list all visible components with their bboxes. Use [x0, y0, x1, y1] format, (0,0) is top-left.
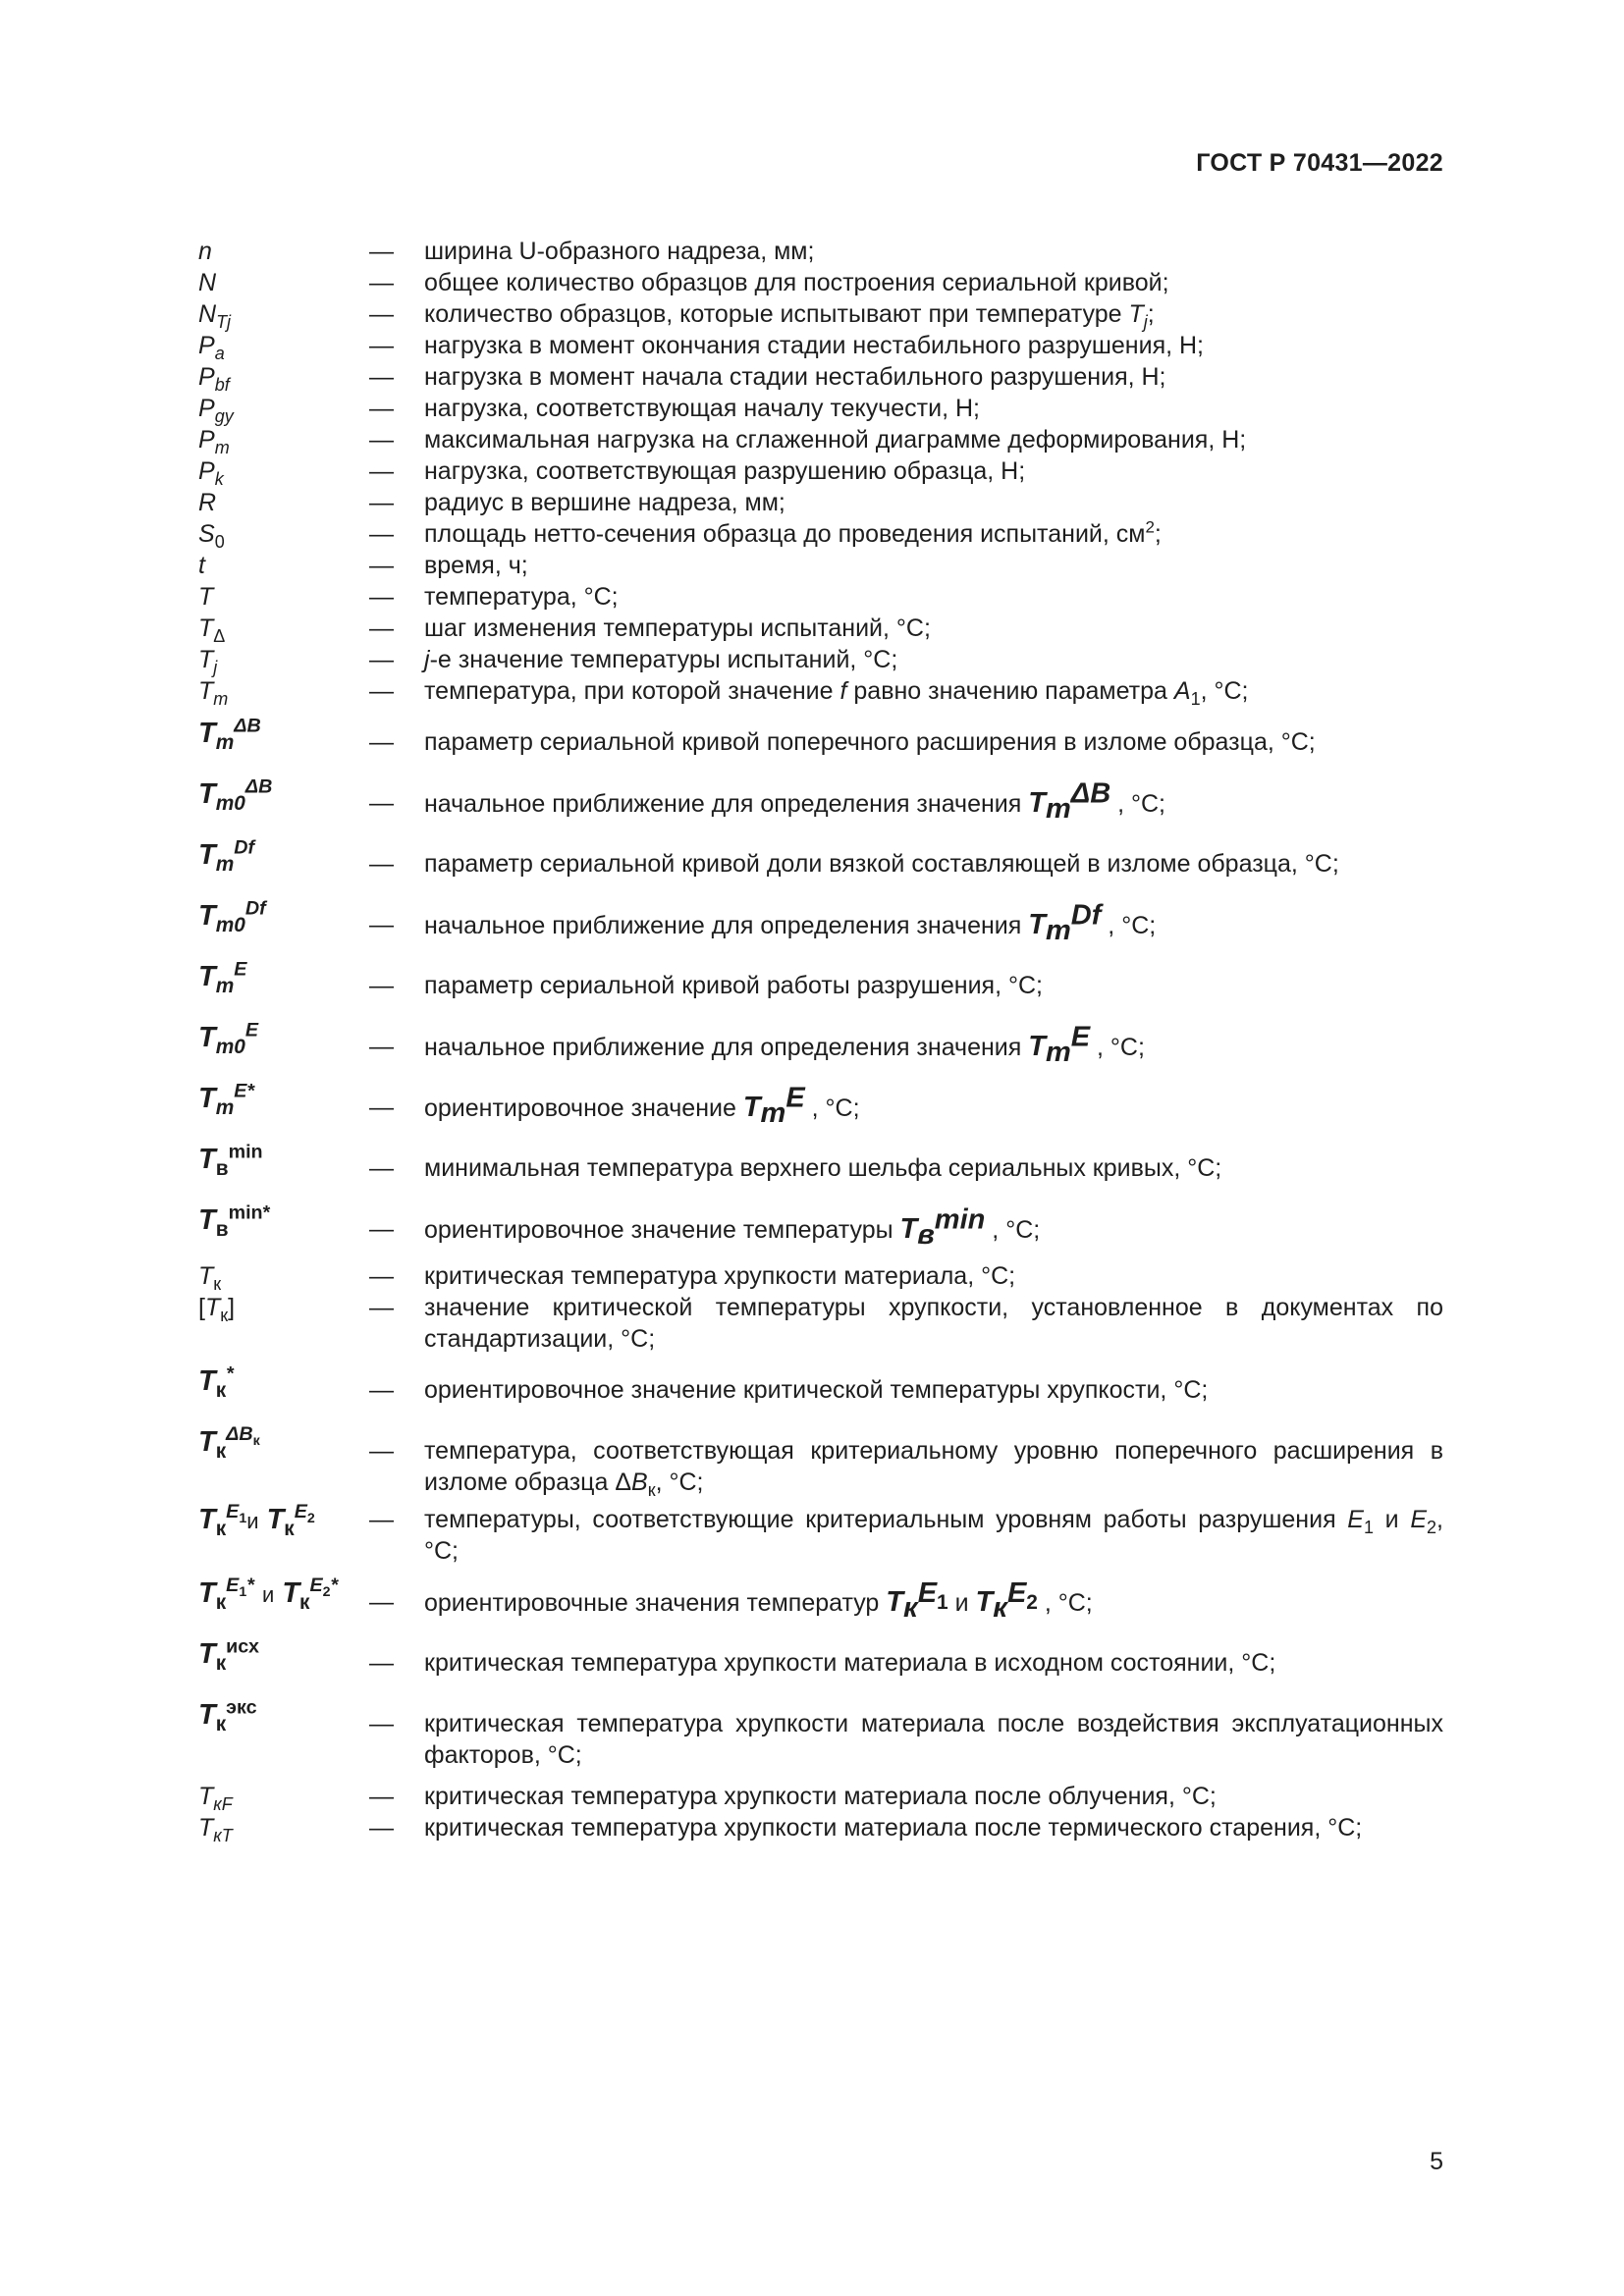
symbol: $P_k$ [198, 457, 224, 489]
symbol: $T_m^{E*}$ [198, 1080, 255, 1119]
description: минимальная температура верхнего шельфа сериальных кривых, °С; [424, 1154, 1222, 1182]
description: нагрузка, соответствующая разрушению образца, Н; [424, 457, 1026, 485]
description: шаг изменения температуры испытаний, °С; [424, 614, 931, 642]
dash: — [369, 1376, 394, 1404]
dash: — [369, 552, 394, 579]
dash: — [369, 911, 394, 938]
dash: — [369, 1588, 394, 1616]
page-number: 5 [1430, 2148, 1443, 2175]
symbol: $S_0$ [198, 520, 225, 552]
dash: — [369, 583, 394, 611]
description: количество образцов, которые испытывают при температуре $T_j$; [424, 300, 1155, 332]
description: ориентировочное значение критической температуры хрупкости, °С; [424, 1376, 1209, 1404]
description: критическая температура хрупкости материала после воздействия эксплуатационных факторов, °С; [424, 1710, 1443, 1769]
symbol: $T_в^{min*}$ [198, 1201, 271, 1241]
symbol: $T_{m0}^{\Delta B}$ [198, 775, 273, 815]
dash: — [369, 1094, 394, 1121]
list-item [198, 455, 1443, 487]
symbol: $T_m^{\Delta B}$ [198, 715, 261, 754]
symbol: t [198, 552, 205, 579]
list-item [198, 1415, 1443, 1498]
description: начальное приближение для определения значения TmE , °С; [424, 1021, 1145, 1068]
description: критическая температура хрупкости материала после термического старения, °С; [424, 1814, 1363, 1842]
dash: — [369, 238, 394, 265]
list-item [198, 644, 1443, 675]
description: нагрузка в момент окончания стадии нестабильного разрушения, Н; [424, 332, 1204, 359]
dash: — [369, 489, 394, 516]
list-item [198, 1498, 1443, 1567]
dash: — [369, 850, 394, 878]
symbol: $T_к^{экс}$ [198, 1696, 257, 1735]
dash: — [369, 520, 394, 548]
description: радиус в вершине надреза, мм; [424, 489, 785, 516]
description: j-е значение температуры испытаний, °С; [424, 646, 898, 673]
dash: — [369, 1215, 394, 1243]
dash: — [369, 614, 394, 642]
list-item [198, 1567, 1443, 1628]
dash: — [369, 1294, 394, 1321]
symbol: $T_m$ [198, 677, 229, 709]
symbol: $T_к^{E_1*}$ и $T_к^{E_2*}$ [198, 1575, 339, 1614]
description: ориентировочные значения температур TкE$_1$ и TкE$_2$ , °С; [424, 1576, 1093, 1624]
symbol: $T_к$ [198, 1262, 222, 1294]
list-item [198, 518, 1443, 550]
list-item [198, 1781, 1443, 1812]
symbol: $P_a$ [198, 332, 225, 363]
dash: — [369, 789, 394, 817]
description: температура, °С; [424, 583, 619, 611]
list-item [198, 267, 1443, 298]
dash: — [369, 1649, 394, 1677]
description: ширина U-образного надреза, мм; [424, 238, 815, 265]
document-header: ГОСТ Р 70431—2022 [1196, 149, 1443, 177]
list-item [198, 330, 1443, 361]
symbol: $T_к^{исх}$ [198, 1635, 259, 1675]
list-item [198, 828, 1443, 889]
symbol: N [198, 269, 217, 296]
symbol: $N_{Tj}$ [198, 300, 232, 332]
description: ориентировочное значение температуры Tвmin , °С; [424, 1203, 1041, 1251]
dash: — [369, 1506, 394, 1533]
symbol: $T_к^{E_1}и$ $T_к^{E_2}$ [198, 1501, 315, 1540]
list-item [198, 1628, 1443, 1688]
dash: — [369, 1814, 394, 1842]
list-item [198, 361, 1443, 393]
dash: — [369, 728, 394, 756]
symbol: $T_к^{\Delta B_к}$ [198, 1423, 260, 1463]
symbol-list [198, 236, 1443, 1843]
list-item [198, 298, 1443, 330]
dash: — [369, 457, 394, 485]
symbol: $P_m$ [198, 426, 230, 457]
description: общее количество образцов для построения сериальной кривой; [424, 269, 1169, 296]
dash: — [369, 1154, 394, 1182]
description: критическая температура хрупкости материала после облучения, °С; [424, 1783, 1217, 1810]
list-item [198, 1194, 1443, 1255]
symbol: $T_в^{min}$ [198, 1141, 263, 1180]
list-item [198, 1133, 1443, 1194]
description: начальное приближение для определения значения TmDf , °С; [424, 899, 1157, 946]
symbol: $T_\Delta$ [198, 614, 226, 646]
list-item [198, 889, 1443, 950]
description: максимальная нагрузка на сглаженной диаграмме деформирования, Н; [424, 426, 1247, 454]
symbol: $P_{gy}$ [198, 395, 234, 426]
description: ориентировочное значение TmE , °С; [424, 1082, 860, 1129]
symbol: $T_к^*$ [198, 1362, 234, 1402]
description: температура, при которой значение f равно значению параметра $A_1$, °С; [424, 677, 1249, 709]
description: время, ч; [424, 552, 528, 579]
description: критическая температура хрупкости материала, °С; [424, 1262, 1016, 1290]
symbol: $T_m^E$ [198, 958, 247, 997]
list-item [198, 393, 1443, 424]
dash: — [369, 395, 394, 422]
description: критическая температура хрупкости материала в исходном состоянии, °С; [424, 1649, 1276, 1677]
dash: — [369, 300, 394, 328]
list-item [198, 550, 1443, 581]
symbol: $[T_к]$ [198, 1294, 236, 1325]
dash: — [369, 1033, 394, 1060]
list-item [198, 1011, 1443, 1072]
dash: — [369, 1783, 394, 1810]
dash: — [369, 1710, 394, 1737]
dash: — [369, 972, 394, 999]
dash: — [369, 1437, 394, 1465]
list-item [198, 613, 1443, 644]
list-item [198, 1688, 1443, 1771]
symbol: $P_{bf}$ [198, 363, 230, 395]
symbol: $T_{m0}^E$ [198, 1019, 259, 1058]
symbol: $T_m^{Df}$ [198, 836, 255, 876]
dash: — [369, 646, 394, 673]
description: нагрузка, соответствующая началу текучести, Н; [424, 395, 980, 422]
symbol: $T_j$ [198, 646, 218, 677]
description: значение критической температуры хрупкости, установленное в документах по стандартизации, °С; [424, 1294, 1443, 1353]
dash: — [369, 332, 394, 359]
description: площадь нетто-сечения образца до проведения испытаний, $см^2$; [424, 517, 1162, 548]
list-item [198, 1260, 1443, 1292]
dash: — [369, 677, 394, 705]
dash: — [369, 426, 394, 454]
dash: — [369, 1262, 394, 1290]
symbol: T [198, 583, 214, 611]
list-item [198, 1292, 1443, 1355]
description: параметр сериальной кривой работы разрушения, °С; [424, 972, 1043, 999]
symbol: $T_{кT}$ [198, 1814, 233, 1845]
symbol: $T_{кF}$ [198, 1783, 233, 1814]
description: параметр сериальной кривой доли вязкой составляющей в изломе образца, °С; [424, 850, 1339, 878]
list-item [198, 675, 1443, 707]
list-item [198, 950, 1443, 1011]
list-item [198, 1812, 1443, 1843]
description: температуры, соответствующие критериальным уровням работы разрушения $E_1$ и $E_2$, °С; [424, 1506, 1443, 1565]
list-item [198, 581, 1443, 613]
symbol: n [198, 238, 212, 265]
list-item [198, 1072, 1443, 1133]
symbol: $T_{m0}^{Df}$ [198, 897, 266, 936]
list-item [198, 768, 1443, 828]
description: начальное приближение для определения значения TmΔB , °С; [424, 777, 1166, 825]
description: температура, соответствующая критериальному уровню поперечного расширения в изломе образца $\Delta B_к$, °С; [424, 1437, 1443, 1500]
list-item [198, 424, 1443, 455]
description: параметр сериальной кривой поперечного расширения в изломе образца, °С; [424, 728, 1316, 756]
dash: — [369, 363, 394, 391]
dash: — [369, 269, 394, 296]
description: нагрузка в момент начала стадии нестабильного разрушения, Н; [424, 363, 1166, 391]
list-item [198, 487, 1443, 518]
list-item [198, 1355, 1443, 1415]
list-item [198, 236, 1443, 267]
list-item [198, 707, 1443, 768]
symbol: R [198, 489, 217, 516]
